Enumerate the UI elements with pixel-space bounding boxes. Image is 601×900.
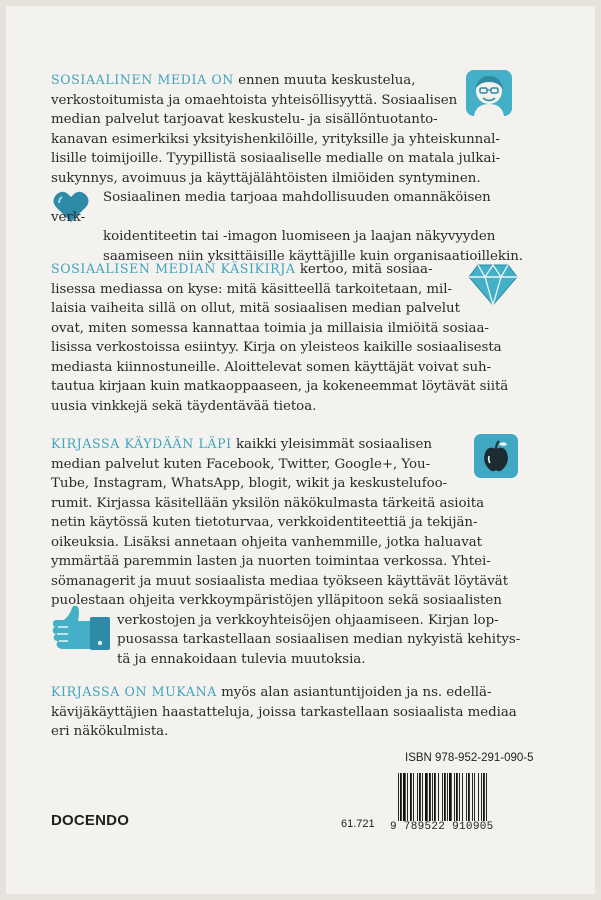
text-line: kertoo, mitä sosiaa- — [295, 262, 433, 277]
text-line: median palvelut tarjoavat keskustelu- ja sisällöntuotanto- — [51, 112, 438, 127]
text-line: rumit. Kirjassa käsitellään yksilön näkökulmasta tärkeitä asioita — [51, 495, 485, 511]
text-line: kaikki yleisimmät sosiaalisen — [231, 437, 432, 452]
publisher-logo: DOCENDO — [51, 812, 130, 829]
text-line: ennen muuta keskustelua, — [233, 73, 416, 88]
text-line: tä ja ennakoidaan tulevia muutoksia. — [117, 651, 366, 667]
text-line: verkostojen ja verkkoyhteisöjen ohjaamiseen. Kirjan lop- — [117, 612, 499, 628]
text-line: verkostoitumista ja omaehtoista yhteisöllisyyttä. Sosiaalisen — [51, 92, 458, 108]
text-line: kanavan esimerkiksi yksityishenkilöille, yrityksille ja yhteiskunnal- — [51, 131, 500, 147]
text-line: Tube, Instagram, WhatsApp, blogit, wikit ja keskustelufoo- — [51, 476, 448, 491]
text-line: Sosiaalinen media tarjoaa mahdollisuuden omannäköisen verk- — [51, 190, 491, 225]
text-line: myös alan asiantuntijoiden ja ns. edellä- — [216, 685, 492, 700]
section-lead: KIRJASSA ON MUKANA — [51, 684, 217, 699]
text-line: puosassa tarkastellaan sosiaalisen median nykyistä kehitys- — [117, 632, 521, 647]
text-line: netin käytössä kuten tietoturvaa, verkkoidentiteettiä ja tekijän- — [51, 515, 478, 530]
section-handbook — [51, 259, 523, 416]
section-lead: SOSIAALISEN MEDIAN KÄSIKIRJA — [51, 261, 296, 276]
text-line: mediasta kiinnostuneille. Aloittelevat somen käyttäjät voivat suh- — [51, 359, 492, 375]
paragraph — [51, 70, 523, 266]
text-line: koidentiteetin tai -imagon luomiseen ja laajan näkyvyyden — [103, 229, 496, 244]
barcode-digits: 9 789522 910905 — [388, 821, 527, 833]
text-line: ymmärtää paremmin lasten ja nuorten toimintaa verkossa. Yhtei- — [51, 554, 491, 569]
classification-code: 61.721 — [341, 818, 375, 830]
section-lead: KIRJASSA KÄYDÄÄN LÄPI — [51, 436, 232, 451]
text-line: tautua kirjaan kuin matkaoppaaseen, ja kokeneemmat löytävät siitä — [51, 379, 509, 394]
section-contents — [51, 434, 523, 669]
paragraph — [51, 434, 523, 669]
section-lead: SOSIAALINEN MEDIA ON — [51, 72, 234, 87]
text-line: lisille toimijoille. Tyypillistä sosiaaliselle medialle on matala julkai- — [51, 151, 501, 166]
text-line: uusia vinkkejä sekä täydentävää tietoa. — [51, 398, 317, 414]
text-line: oikeuksia. Lisäksi annetaan ohjeita vanhemmille, jotka haluavat — [51, 534, 483, 550]
text-line: kävijäkäyttäjien haastatteluja, joissa tarkastellaan sosiaalista mediaa — [51, 704, 517, 720]
text-line: eri näkökulmista. — [51, 724, 169, 739]
text-line: puolestaan ohjeita verkkoympäristöjen ylläpitoon sekä sosiaalisten — [51, 593, 502, 608]
section-interviews — [51, 682, 523, 742]
section-intro — [51, 70, 523, 266]
text-line: laisia vaiheita sillä on ollut, mitä sosiaalisen median palvelut — [51, 301, 460, 316]
text-line: lisissa verkostoissa esiintyy. Kirja on yleisteos kaikille sosiaalisesta — [51, 340, 502, 355]
isbn-label: ISBN 978-952-291-090-5 — [405, 752, 534, 764]
text-line: saamiseen niin yksittäisille käyttäjille kuin organisaatioillekin. — [103, 248, 523, 264]
text-line: ovat, miten somessa kannattaa toimia ja millaisia ilmiöitä sosiaa- — [51, 320, 489, 336]
paragraph — [51, 682, 523, 742]
paragraph — [51, 259, 523, 416]
text-line: sukynnys, avoimuus ja käyttäjälähtöisten ilmiöiden syntyminen. — [51, 170, 481, 186]
text-line: sömanagerit ja muut sosiaalista mediaa työkseen käyttävät löytävät — [51, 573, 509, 589]
text-line: median palvelut kuten Facebook, Twitter, Google+, You- — [51, 456, 431, 472]
text-line: lisessa mediassa on kyse: mitä käsitteellä tarkoitetaan, mil- — [51, 281, 452, 297]
